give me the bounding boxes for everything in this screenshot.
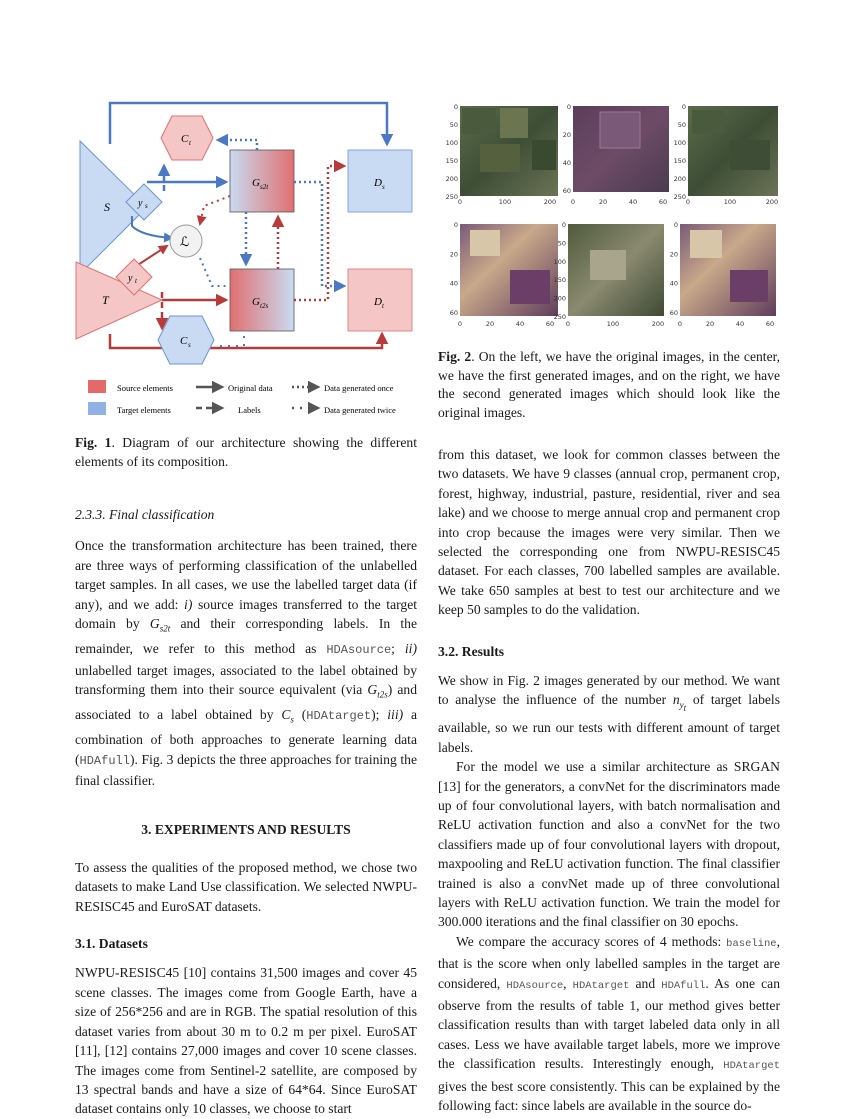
image-generated-2 (568, 224, 664, 316)
loss-node (170, 225, 202, 257)
x-tick-label: 20 (705, 320, 715, 328)
y-tick-label: 0 (681, 103, 686, 111)
paragraph-results-intro: We show in Fig. 2 images generated by our method. We want to analyse the influence of the number $n_{y_t}$ of target labels available, so we run our tests with different amount of target labels. (438, 673, 780, 755)
x-tick-label: 0 (570, 198, 576, 206)
y-tick-label: 200 (445, 175, 458, 183)
y-tick-label: 40 (449, 279, 458, 288)
svg-text:s: s (382, 183, 385, 191)
y-tick-label: 200 (673, 175, 686, 183)
x-tick-label: 0 (685, 198, 691, 206)
svg-text:D: D (374, 296, 382, 308)
svg-text:Target elements: Target elements (117, 405, 171, 415)
x-tick-label: 200 (543, 198, 557, 206)
svg-text:G: G (252, 296, 260, 308)
svg-text:C: C (181, 133, 189, 145)
y-tick-label: 0 (673, 221, 678, 229)
y-tick-label: 20 (562, 131, 571, 139)
x-tick-label: 40 (735, 320, 745, 328)
x-tick-label: 0 (565, 320, 571, 328)
x-tick-label: 20 (598, 198, 608, 206)
y-tick-label: 100 (553, 257, 566, 266)
left-column (75, 505, 417, 1119)
svg-text:ℒ: ℒ (180, 234, 190, 249)
svg-text:y: y (138, 198, 143, 209)
generator-Gt2s (230, 269, 294, 331)
subsection-3-2-heading: 3.2. Results (438, 643, 505, 659)
y-tick-label: 20 (449, 250, 458, 259)
y-tick-label: 50 (449, 121, 458, 129)
x-tick-label: 0 (457, 320, 463, 328)
y-tick-label: 250 (445, 193, 458, 201)
svg-text:Labels: Labels (238, 405, 261, 415)
paragraph-final-classification: Once the transformation architecture has been trained, there are three ways of performing classification of the unlabelled target samples. In all cases, we use the labelled target data (if any), and we add: i) source images transferred to the target domain by $G_{s2t}$ and their corresponding labels. In the remainder, we refer to this method as HDAsource; ii) unlabelled target images, associated to the label obtained by transforming them into their source equivalent (via $G_{t2s}$) and associated to a label obtained by $C_s$ (HDAtarget); iii) a combination of both approaches to generate learning data (HDAfull). Fig. 3 depicts the three approaches for training the final classifier. (75, 538, 417, 789)
y-tick-label: 100 (445, 139, 458, 147)
y-tick-label: 50 (677, 121, 686, 129)
svg-text:Data generated once: Data generated once (324, 383, 394, 393)
y-tick-label: 40 (669, 279, 678, 288)
y-tick-label: 60 (562, 187, 571, 195)
discriminator-Ds (348, 150, 412, 212)
svg-text:Original data: Original data (228, 383, 273, 393)
y-tick-label: 250 (553, 313, 566, 321)
x-tick-label: 60 (765, 320, 775, 328)
x-tick-label: 200 (651, 320, 665, 328)
subsection-3-1-heading: 3.1. Datasets (75, 936, 148, 952)
architecture-diagram (72, 96, 422, 431)
paragraph-model-architecture: For the model we use a similar architecture as SRGAN [13] for the generators, a convNet for the discriminators made up of four convolutional layers, with batch normalisation and ReLU activation function and also a convNet for the two classifiers made up of four convolutional layers with dropout, maxpooling and ReLU activation function. The final classifier trained is also a convNet made up of three convolutional layers with ReLU activation function. We train the model for 300.000 iterations and the final classifier on 30 epochs. (438, 759, 780, 930)
svg-text:y: y (128, 273, 133, 284)
x-tick-label: 100 (606, 320, 620, 328)
subsection-2-3-3-title: 2.3.3. Final classification (75, 507, 215, 522)
svg-text:t: t (382, 302, 384, 310)
x-tick-label: 0 (677, 320, 683, 328)
y-tick-label: 50 (557, 239, 566, 248)
y-tick-label: 200 (553, 294, 566, 303)
discriminator-Dt (348, 269, 412, 331)
svg-text:G: G (252, 177, 260, 189)
y-tick-label: 60 (449, 309, 458, 317)
paragraph-accuracy-comparison: We compare the accuracy scores of 4 methods: baseline, that is the score when only labelled samples in the target are considered, HDAsource, HDAtarget and HDAfull. As one can observe from the results of table 1, our method gives better classification results than with target labeled data only in all cases. Less we have available target labels, more we improve the classification results. Interestingly enough, HDAtarget gives the best score consistently. This can be explained by the following fact: since labels are available in the source do- (438, 933, 780, 1114)
x-tick-label: 0 (457, 198, 463, 206)
diagram-legend (88, 380, 396, 415)
image-original-1 (460, 106, 558, 196)
classifier-Cs (158, 316, 214, 364)
y-tick-label: 0 (453, 221, 458, 229)
svg-text:s: s (188, 341, 191, 349)
svg-text:t: t (135, 277, 137, 285)
image-regenerated-2 (680, 224, 776, 316)
svg-text:t2s: t2s (260, 302, 269, 310)
paragraph-datasets-continued: from this dataset, we look for common classes between the two datasets. We have 9 classes (annual crop, permanent crop, forest, highway, industrial, pasture, residential, river and sea lake) and we choose to merge annual crop and permanent crop into crop because the images were very similar. Then we selected the corresponding one from NWPU-RESISC45 dataset. For each classes, 700 labelled samples are available. We take 650 samples at best to test our architecture and we keep 50 samples to do the validation. (438, 447, 780, 618)
x-tick-label: 20 (485, 320, 495, 328)
paragraph-datasets: NWPU-RESISC45 [10] contains 31,500 images and cover 45 scene classes. The images come from Google Earth, have a size of 256*256 and are in RGB. The spatial resolution of this dataset varies from about 30 m to 0.2 m per pixel. EuroSAT [11], [12] contains 27,000 images and cover 10 scene classes. The images come from Sentinel-2 satellite, are composed by 13 spectral bands and have a size of 64*64. Since EuroSAT dataset contains only 10 classes, we choose to start (75, 965, 417, 1117)
generated-images-figure (440, 100, 780, 340)
svg-text:S: S (104, 200, 110, 214)
y-tick-label: 20 (669, 250, 678, 259)
svg-text:T: T (102, 293, 109, 307)
y-tick-label: 40 (562, 159, 571, 167)
x-tick-label: 100 (498, 198, 512, 206)
image-regenerated-1 (688, 106, 778, 196)
paragraph-experiments-intro: To assess the qualities of the proposed method, we chose two datasets to make Land Use classification. We selected NWPU-RESISC45 and EuroSAT datasets. (75, 859, 417, 914)
svg-text:t: t (189, 139, 191, 147)
y-tick-label: 150 (673, 157, 686, 165)
right-column (438, 445, 780, 1116)
x-tick-label: 60 (545, 320, 555, 328)
section-3-heading: 3. EXPERIMENTS AND RESULTS (141, 822, 351, 838)
y-tick-label: 0 (561, 221, 566, 229)
svg-text:s: s (145, 202, 148, 210)
svg-text:s2t: s2t (260, 183, 269, 191)
figure2-caption: Fig. 2. On the left, we have the original images, in the center, we have the first generated images, and on the right, we have the second generated images which should look like the original images. (438, 349, 780, 420)
y-tick-label: 60 (669, 309, 678, 317)
x-tick-label: 40 (628, 198, 638, 206)
image-generated-1 (573, 106, 669, 192)
y-tick-label: 150 (445, 157, 458, 165)
image-original-2 (460, 224, 558, 316)
x-tick-label: 40 (515, 320, 525, 328)
figure1-caption: Fig. 1. Diagram of our architecture showing the different elements of its composition. (75, 435, 417, 469)
y-tick-label: 0 (453, 103, 458, 111)
generator-Gs2t (230, 150, 294, 212)
x-tick-label: 60 (658, 198, 668, 206)
x-tick-label: 100 (723, 198, 737, 206)
y-tick-label: 250 (673, 193, 686, 201)
svg-text:Source elements: Source elements (117, 383, 173, 393)
y-tick-label: 150 (553, 276, 566, 285)
svg-text:Data generated twice: Data generated twice (324, 405, 396, 415)
svg-text:D: D (374, 177, 382, 189)
classifier-Ct (161, 116, 213, 160)
svg-text:C: C (180, 335, 188, 347)
y-tick-label: 100 (673, 139, 686, 147)
x-tick-label: 200 (765, 198, 779, 206)
y-tick-label: 0 (566, 103, 571, 111)
